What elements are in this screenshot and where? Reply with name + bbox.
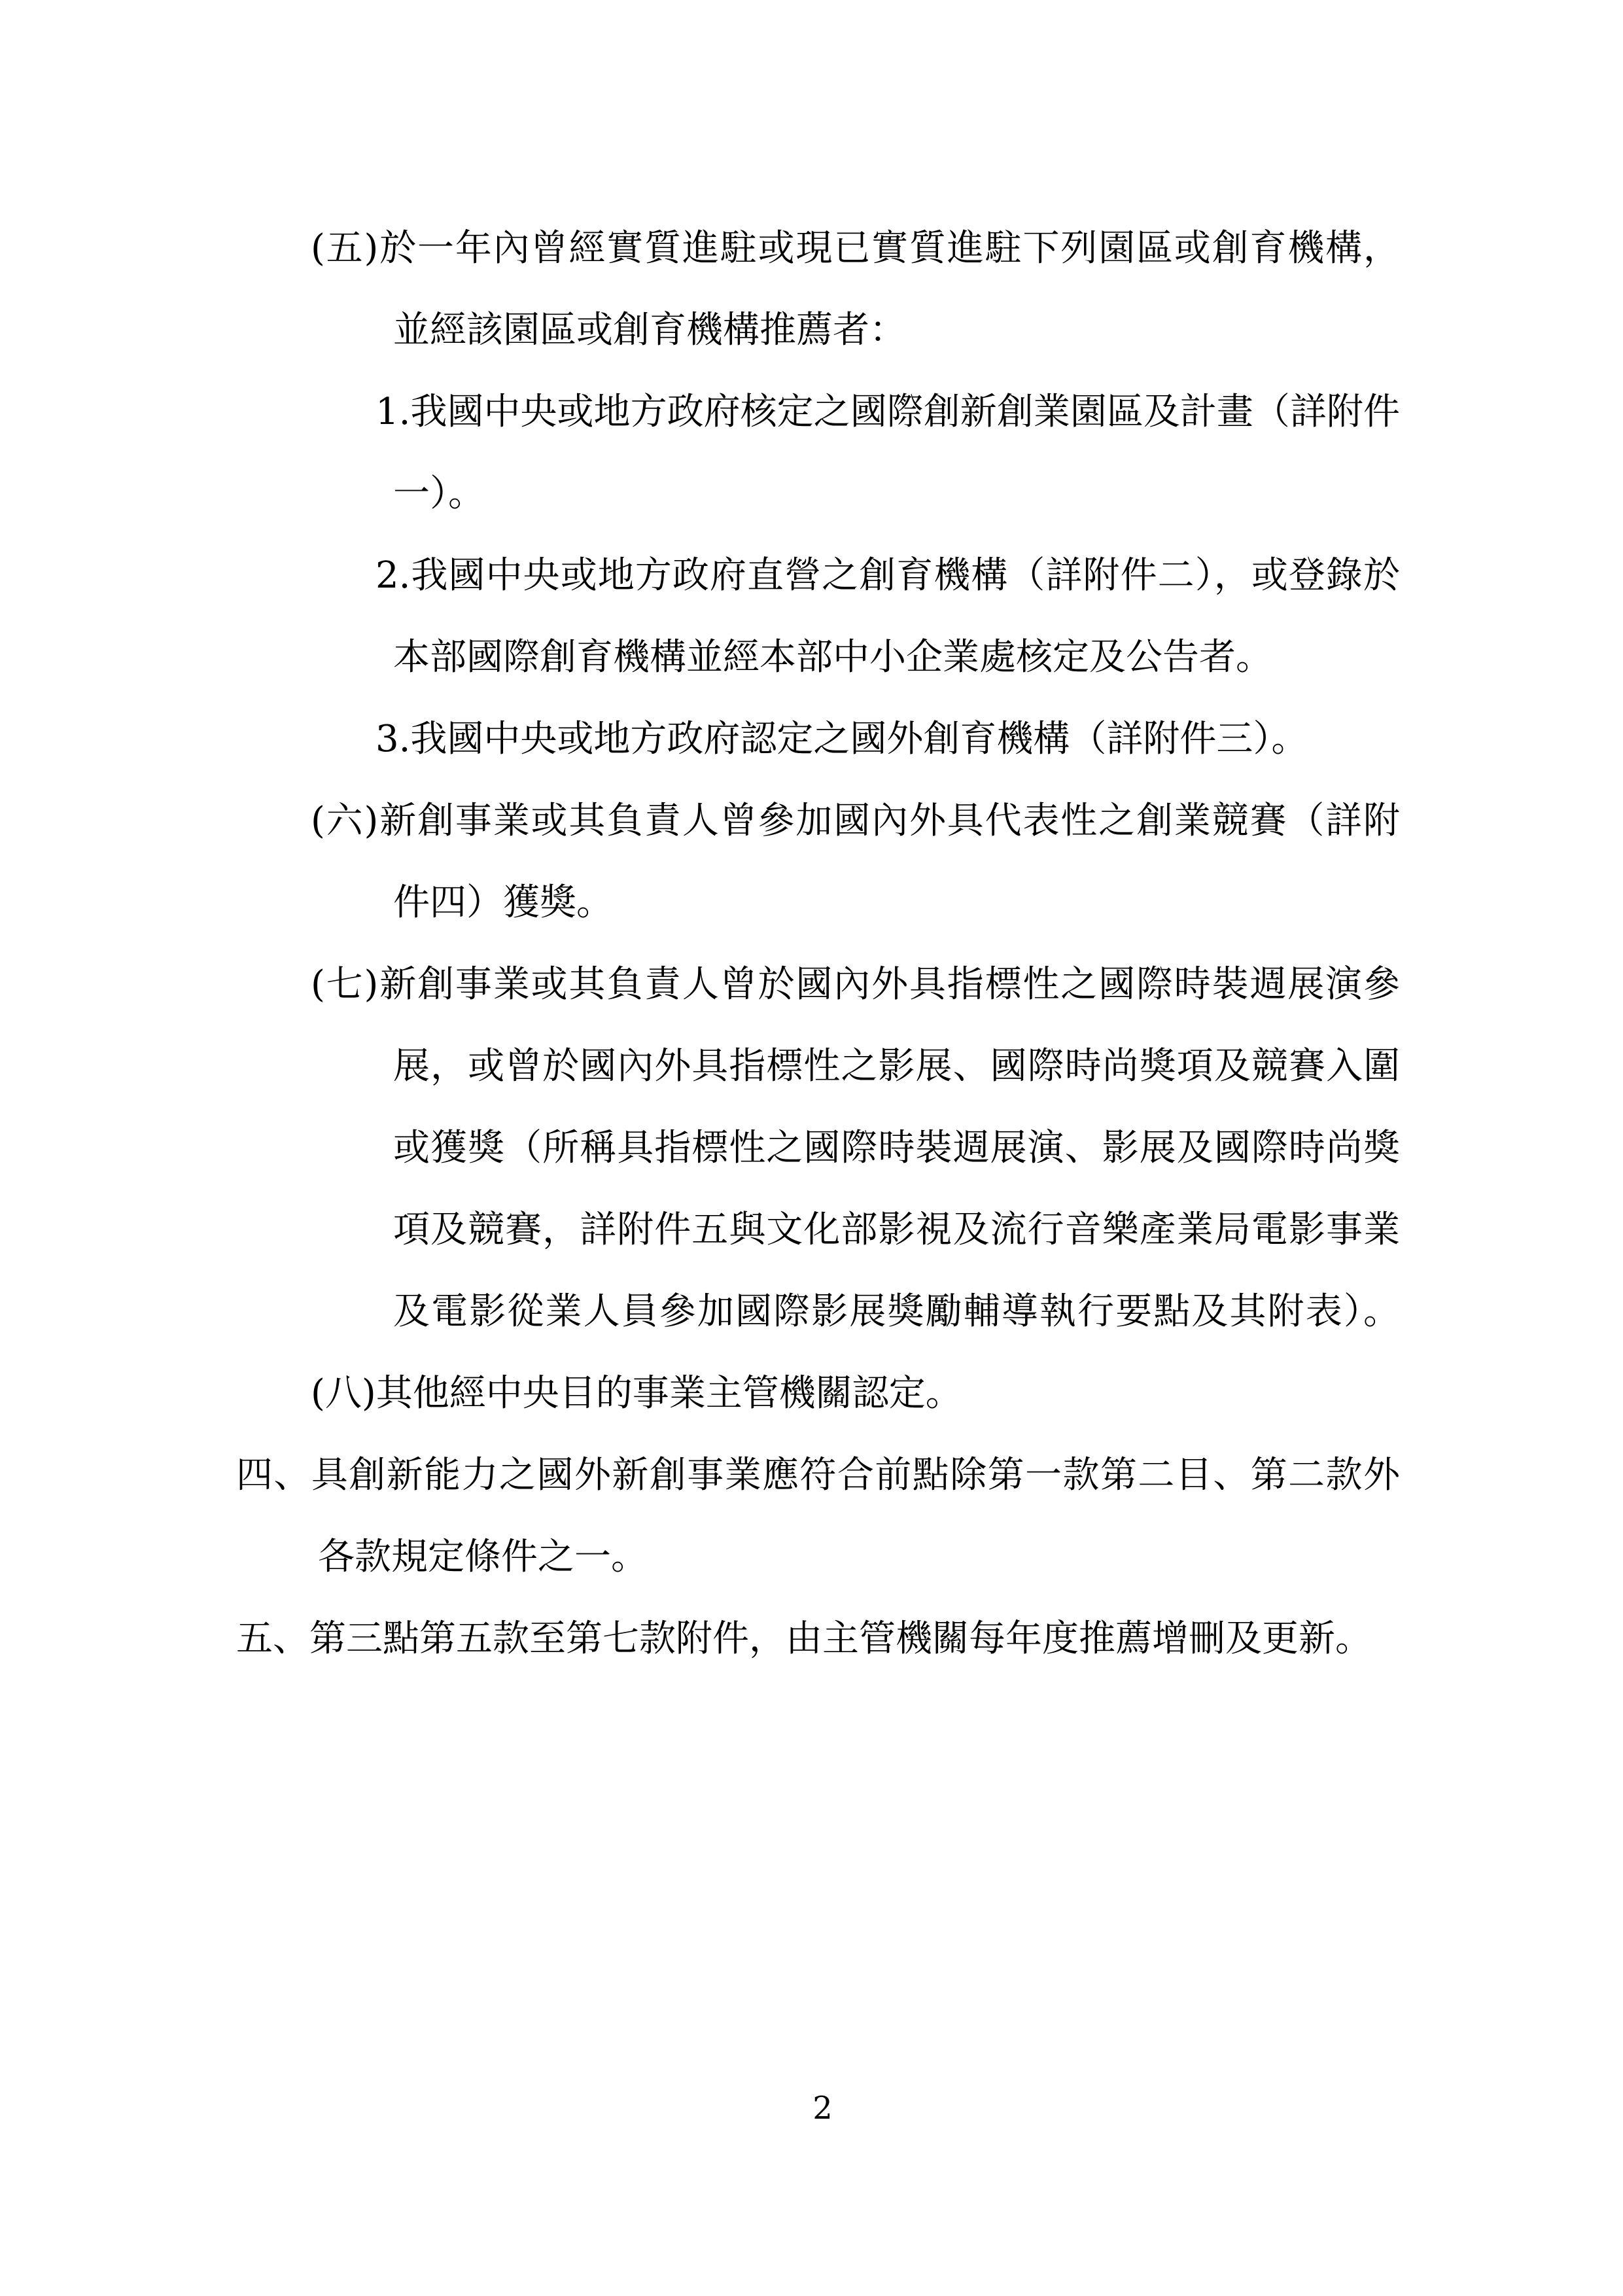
text-line: 展，或曾於國內外具指標性之影展、國際時尚獎項及競賽入圍 xyxy=(393,1045,1400,1087)
text-line: 或獲獎（所稱具指標性之國際時裝週展演、影展及國際時尚獎 xyxy=(393,1127,1400,1169)
text-line: (八)其他經中央目的事業主管機關認定。 xyxy=(311,1372,962,1415)
text-line: 並經該園區或創育機構推薦者： xyxy=(393,309,906,351)
text-line: 各款規定條件之一。 xyxy=(318,1536,648,1578)
text-line: 3.我國中央或地方政府認定之國外創育機構（詳附件三）。 xyxy=(375,718,1308,760)
text-line: 五、第三點第五款至第七款附件，由主管機關每年度推薦增刪及更新。 xyxy=(236,1617,1372,1660)
text-line: 四、具創新能力之國外新創事業應符合前點除第一款第二目、第二款外 xyxy=(236,1454,1400,1496)
text-line: (七)新創事業或其負責人曾於國內外具指標性之國際時裝週展演參 xyxy=(311,963,1400,1006)
text-line: 件四）獲獎。 xyxy=(393,881,613,924)
page-number: 2 xyxy=(812,2090,833,2127)
text-line: 一）。 xyxy=(393,472,485,515)
text-line: 1.我國中央或地方政府核定之國際創新創業園區及計畫（詳附件 xyxy=(375,391,1400,433)
text-line: 本部國際創育機構並經本部中小企業處核定及公告者。 xyxy=(393,636,1272,679)
text-line: 項及競賽，詳附件五與文化部影視及流行音樂產業局電影事業 xyxy=(393,1209,1400,1251)
text-line: (六)新創事業或其負責人曾參加國內外具代表性之創業競賽（詳附 xyxy=(311,800,1400,842)
text-line: (五)於一年內曾經實質進駐或現已實質進駐下列園區或創育機構， xyxy=(311,227,1400,270)
text-line: 及電影從業人員參加國際影展獎勵輔導執行要點及其附表）。 xyxy=(393,1290,1400,1333)
text-line: 2.我國中央或地方政府直營之創育機構（詳附件二），或登錄於 xyxy=(375,554,1400,597)
